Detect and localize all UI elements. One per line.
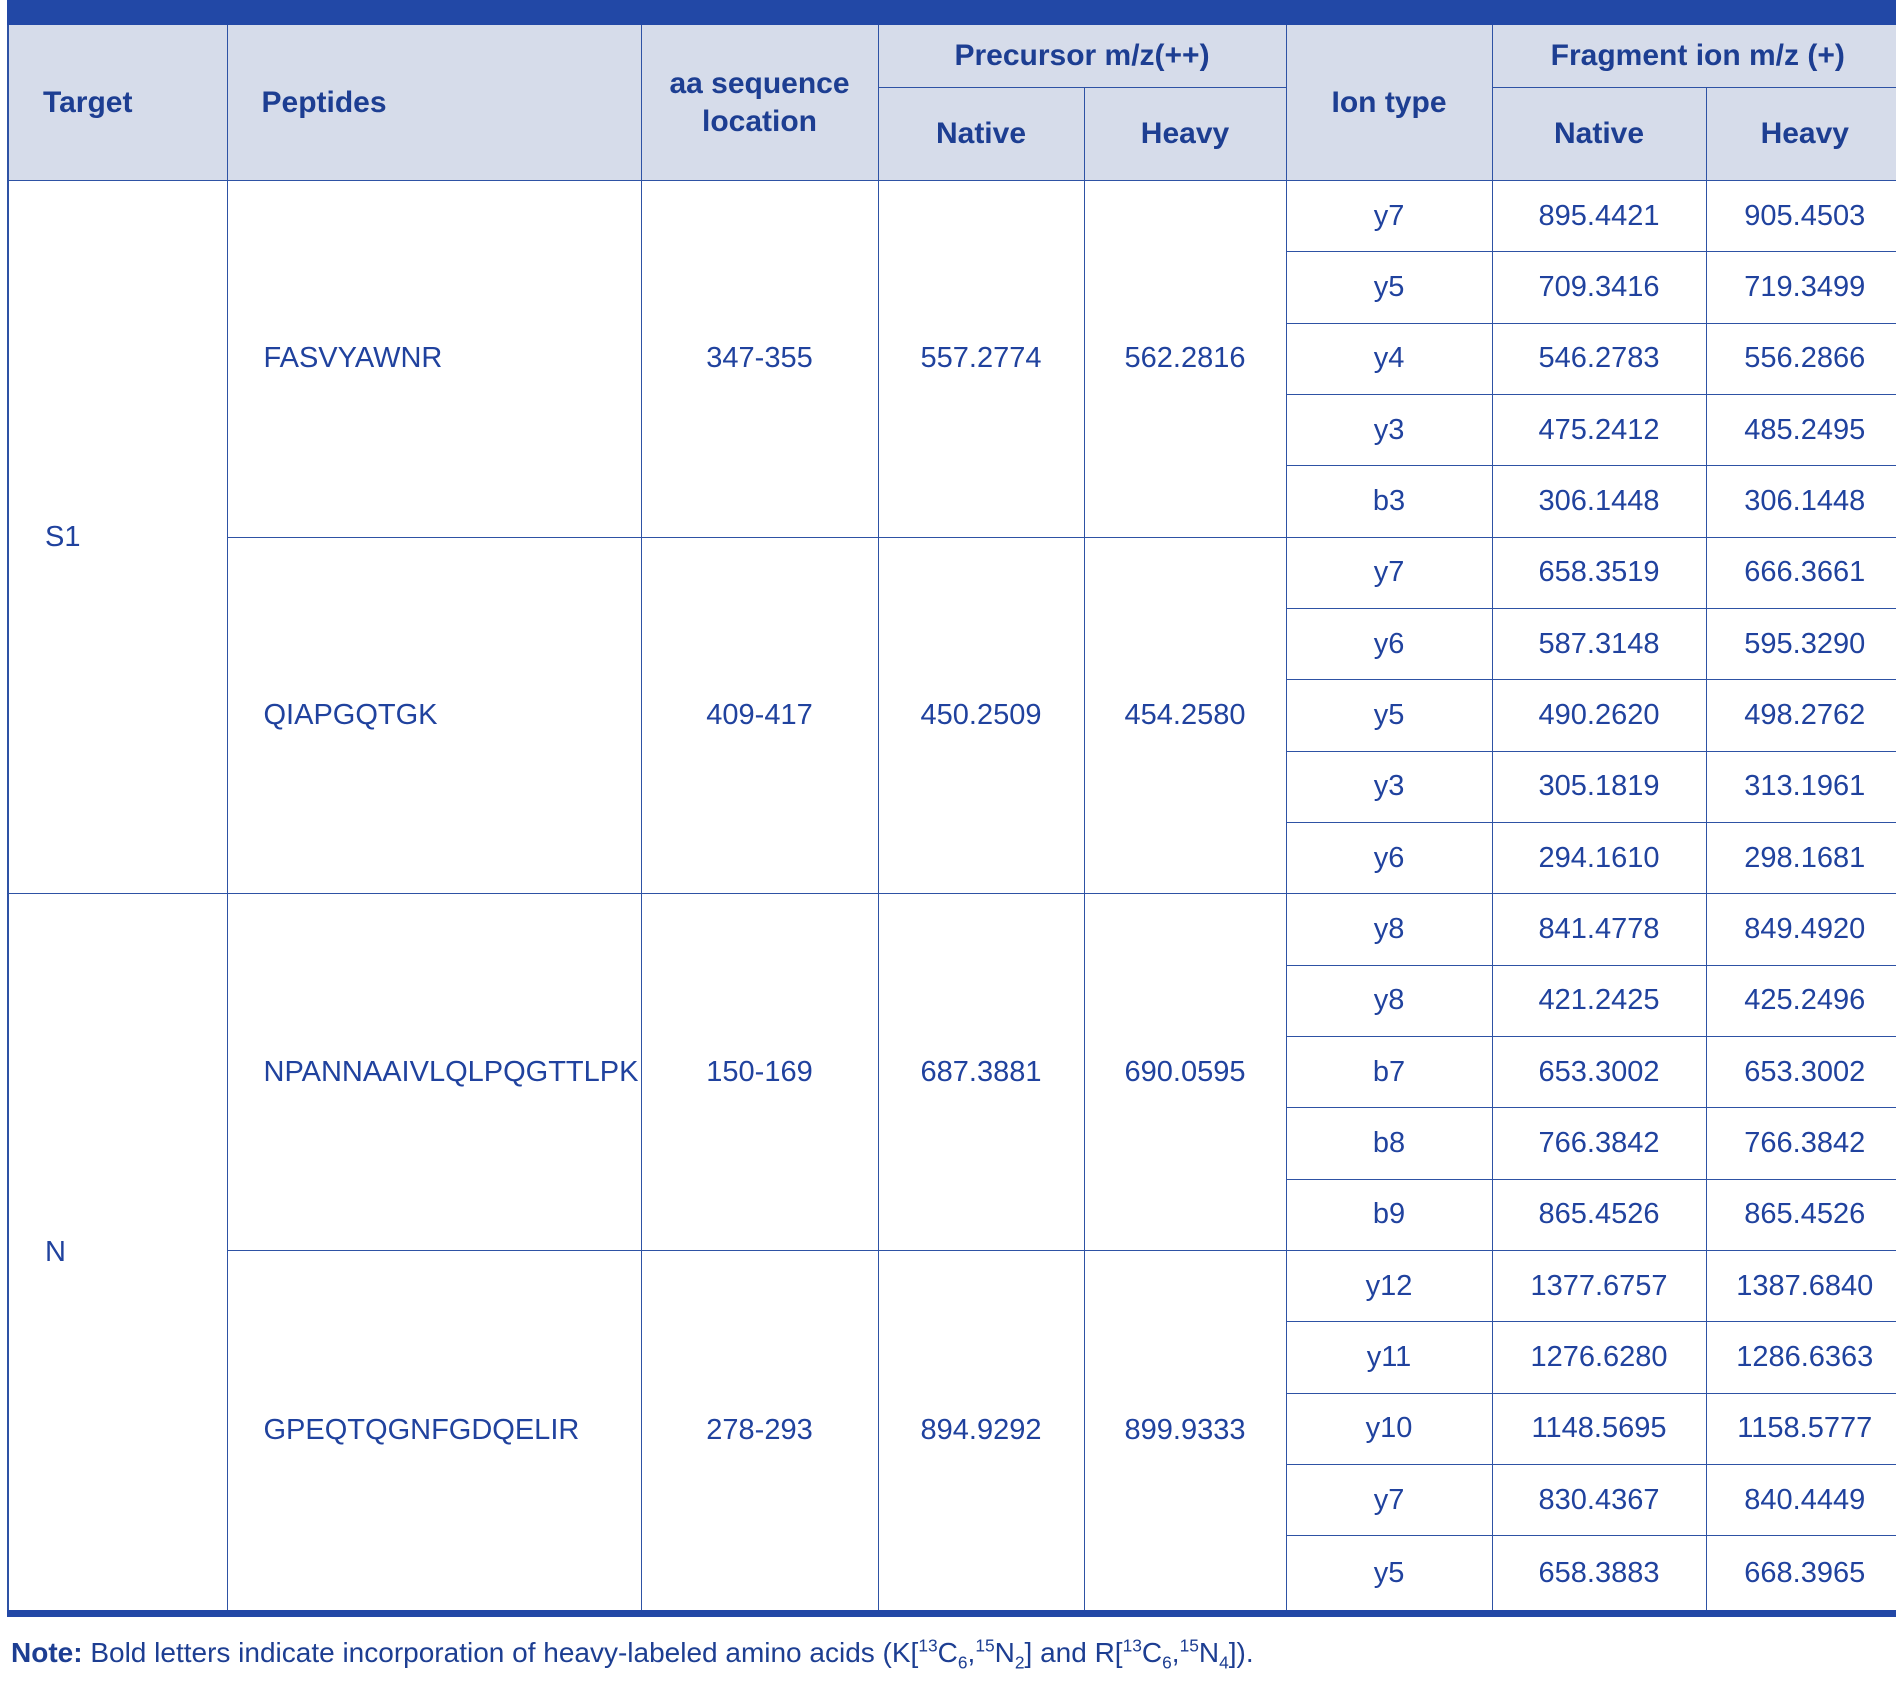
table-body (8, 181, 1896, 1614)
fragment-native-cell: 546.2783 (1492, 323, 1706, 394)
note-segment: , (967, 1637, 976, 1668)
fragment-heavy-cell: 485.2495 (1706, 394, 1896, 465)
note-segment: C (937, 1637, 958, 1668)
fragment-heavy-cell: 668.3965 (1706, 1536, 1896, 1614)
fragment-native-cell: 653.3002 (1492, 1036, 1706, 1107)
peptide-cell: FASVYAWNR (227, 181, 641, 538)
table-row (8, 1250, 1896, 1321)
ion-type-cell: y7 (1286, 181, 1492, 252)
fragment-native-cell: 306.1448 (1492, 466, 1706, 537)
peptide-cell: QIAPGQTGK (227, 537, 641, 894)
peptide-cell: GPEQTQGNFGDQELIR (227, 1250, 641, 1613)
header-ion-type: Ion type (1286, 13, 1492, 181)
note-segment: 2 (1014, 1652, 1025, 1673)
note-segment: 4 (1219, 1652, 1229, 1673)
fragment-native-cell: 1148.5695 (1492, 1393, 1706, 1464)
table-row (8, 894, 1896, 965)
note-segment: N (994, 1637, 1015, 1668)
mrm-transition-table (7, 0, 1896, 1617)
fragment-heavy-cell: 595.3290 (1706, 608, 1896, 679)
peptide-cell: NPANNAAIVLQLPQGTTLPK (227, 894, 641, 1251)
fragment-native-cell: 475.2412 (1492, 394, 1706, 465)
ion-type-cell: y3 (1286, 751, 1492, 822)
ion-type-cell: y6 (1286, 608, 1492, 679)
note-text (82, 1635, 1254, 1673)
note-segment: 15 (1179, 1635, 1199, 1656)
fragment-heavy-cell: 313.1961 (1706, 751, 1896, 822)
ion-type-cell: b7 (1286, 1036, 1492, 1107)
target-cell: S1 (8, 181, 227, 894)
precursor-heavy-cell: 690.0595 (1084, 894, 1286, 1251)
fragment-heavy-cell: 666.3661 (1706, 537, 1896, 608)
ion-type-cell: y11 (1286, 1322, 1492, 1393)
table-row (8, 537, 1896, 608)
fragment-native-cell: 658.3883 (1492, 1536, 1706, 1614)
header-precursor-mz: Precursor m/z(++) (878, 13, 1286, 88)
fragment-heavy-cell: 425.2496 (1706, 965, 1896, 1036)
fragment-heavy-cell: 865.4526 (1706, 1179, 1896, 1250)
fragment-native-cell: 587.3148 (1492, 608, 1706, 679)
ion-type-cell: y3 (1286, 394, 1492, 465)
aa-location-cell: 409-417 (641, 537, 878, 894)
fragment-heavy-cell: 298.1681 (1706, 822, 1896, 893)
fragment-heavy-cell: 849.4920 (1706, 894, 1896, 965)
table-row (8, 181, 1896, 252)
ion-type-cell: b8 (1286, 1108, 1492, 1179)
ion-type-cell: b9 (1286, 1179, 1492, 1250)
header-row-top (8, 13, 1896, 88)
ion-type-cell: y8 (1286, 965, 1492, 1036)
fragment-native-cell: 1276.6280 (1492, 1322, 1706, 1393)
note-segment: Bold letters indicate incorporation of heavy-labeled amino acids (K[ (82, 1637, 919, 1668)
table-note (7, 1617, 1889, 1673)
fragment-heavy-cell: 498.2762 (1706, 680, 1896, 751)
ion-type-cell: y5 (1286, 252, 1492, 323)
header-aa-location: aa sequence location (641, 13, 878, 181)
ion-type-cell: y10 (1286, 1393, 1492, 1464)
note-segment: 13 (1122, 1635, 1142, 1656)
fragment-heavy-cell: 1158.5777 (1706, 1393, 1896, 1464)
fragment-native-cell: 305.1819 (1492, 751, 1706, 822)
note-segment: , (1171, 1637, 1180, 1668)
ion-type-cell: y4 (1286, 323, 1492, 394)
note-segment: ] and R[ (1024, 1637, 1123, 1668)
table-header (8, 13, 1896, 181)
fragment-native-cell: 1377.6757 (1492, 1250, 1706, 1321)
note-segment: C (1141, 1637, 1163, 1668)
fragment-native-cell: 709.3416 (1492, 252, 1706, 323)
header-fragment-native: Native (1492, 88, 1706, 181)
fragment-heavy-cell: 653.3002 (1706, 1036, 1896, 1107)
precursor-heavy-cell: 899.9333 (1084, 1250, 1286, 1613)
fragment-heavy-cell: 556.2866 (1706, 323, 1896, 394)
ion-type-cell: y6 (1286, 822, 1492, 893)
header-fragment-mz: Fragment ion m/z (+) (1492, 13, 1896, 88)
target-cell: N (8, 894, 227, 1614)
header-precursor-heavy: Heavy (1084, 88, 1286, 181)
ion-type-cell: y5 (1286, 680, 1492, 751)
fragment-heavy-cell: 1286.6363 (1706, 1322, 1896, 1393)
header-fragment-heavy: Heavy (1706, 88, 1896, 181)
ion-type-cell: b3 (1286, 466, 1492, 537)
fragment-native-cell: 865.4526 (1492, 1179, 1706, 1250)
fragment-heavy-cell: 766.3842 (1706, 1108, 1896, 1179)
aa-location-cell: 278-293 (641, 1250, 878, 1613)
precursor-heavy-cell: 454.2580 (1084, 537, 1286, 894)
precursor-native-cell: 450.2509 (878, 537, 1084, 894)
fragment-heavy-cell: 306.1448 (1706, 466, 1896, 537)
header-target: Target (8, 13, 227, 181)
note-segment: 6 (957, 1652, 968, 1673)
fragment-native-cell: 658.3519 (1492, 537, 1706, 608)
precursor-native-cell: 557.2774 (878, 181, 1084, 538)
note-label: Note: (11, 1637, 83, 1668)
header-peptides: Peptides (227, 13, 641, 181)
ion-type-cell: y7 (1286, 537, 1492, 608)
aa-location-cell: 150-169 (641, 894, 878, 1251)
header-precursor-native: Native (878, 88, 1084, 181)
fragment-native-cell: 490.2620 (1492, 680, 1706, 751)
ion-type-cell: y8 (1286, 894, 1492, 965)
ion-type-cell: y12 (1286, 1250, 1492, 1321)
note-segment: 15 (975, 1635, 995, 1656)
precursor-heavy-cell: 562.2816 (1084, 181, 1286, 538)
fragment-heavy-cell: 1387.6840 (1706, 1250, 1896, 1321)
fragment-heavy-cell: 905.4503 (1706, 181, 1896, 252)
precursor-native-cell: 894.9292 (878, 1250, 1084, 1613)
aa-location-cell: 347-355 (641, 181, 878, 538)
fragment-native-cell: 421.2425 (1492, 965, 1706, 1036)
fragment-native-cell: 294.1610 (1492, 822, 1706, 893)
ion-type-cell: y7 (1286, 1464, 1492, 1535)
fragment-heavy-cell: 719.3499 (1706, 252, 1896, 323)
note-segment: 6 (1162, 1652, 1172, 1673)
fragment-native-cell: 895.4421 (1492, 181, 1706, 252)
note-segment: 13 (918, 1635, 938, 1656)
note-segment: N (1198, 1637, 1220, 1668)
note-segment: ]). (1228, 1637, 1254, 1668)
fragment-native-cell: 830.4367 (1492, 1464, 1706, 1535)
fragment-heavy-cell: 840.4449 (1706, 1464, 1896, 1535)
precursor-native-cell: 687.3881 (878, 894, 1084, 1251)
ion-type-cell: y5 (1286, 1536, 1492, 1614)
fragment-native-cell: 766.3842 (1492, 1108, 1706, 1179)
fragment-native-cell: 841.4778 (1492, 894, 1706, 965)
